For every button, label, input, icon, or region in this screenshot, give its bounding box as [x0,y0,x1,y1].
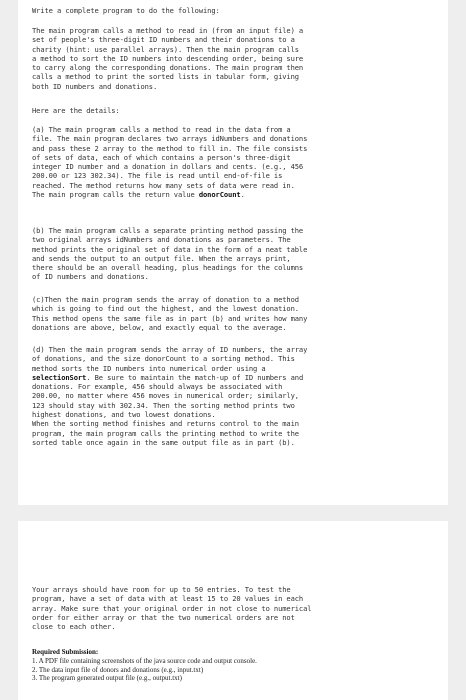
part-d-text-2: . Be sure to maintain the match-up of ID numbers and donations. For example, 456 should always be associated with 200.00, no matter where 456 moves in numerical order; similarly, 123 should stay with 302.34. Then the sorting method prints two highest donations, and two lowest donations. When the sorting method finishes and returns control to the main program, the main program calls the printing method to write the sorted table once again in the same output file as in part (b). [32,372,304,447]
part-d-paragraph [32,345,434,447]
submission-heading: Required Submission: [32,648,99,656]
intro-paragraph: The main program calls a method to read in (from an input file) a set of people's three-digit ID numbers and their donations to a charity (hint: use parallel arrays). Then the main program calls a method to sort the ID numbers into descending order, being sure to carry along the corresponding donations. The main program then calls a method to print the sorted lists in tabular form, giving both ID numbers and donations. [32,26,304,91]
details-heading: Here are the details: [32,106,120,115]
document-page-2 [18,521,448,700]
submission-item-3: 3. The program generated output file (e.g., output.txt) [32,674,182,683]
document-page-1 [18,0,448,505]
part-a-end: . [240,190,245,200]
part-b-paragraph: (b) The main program calls a separate printing method passing the two original arrays idNumbers and donations as parameters. The method prints the original set of data in the form of a neat table and sends the output to an output file. When the arrays print, there should be an overall heading, plus headings for the columns of ID numbers and donations. [32,226,308,282]
part-a-paragraph [32,125,434,199]
part-d-bold-term: selectionSort [32,372,87,382]
submission-item-1: 1. A PDF file containing screenshots of the java source code and output console. [32,656,257,665]
part-a-bold-term: donorCount [198,190,241,200]
part-d-text-1: (d) Then the main program sends the array of ID numbers, the array of donations, and the size donorCount to a sorting method. This method sorts the ID numbers into numerical order using a [32,345,308,373]
part-a-text: (a) The main program calls a method to read in the data from a file. The main program declares two arrays idNumbers and donations and pass these 2 array to the method to fill in. The file consists of sets of data, each of which contains a person's three-digit integer ID number and a donation in dollars and cents. (e.g., 456 200.00 or 123 302.34). The file is read until end-of-file is reached. The method returns how many sets of data were read in. The main program calls the return value [32,125,308,200]
intro-heading: Write a complete program to do the following: [32,6,220,15]
submission-section [32,648,434,683]
part-c-paragraph: (c)Then the main program sends the array of donation to a method which is going to find out the highest, and the lowest donation. This method opens the same file as in part (b) and writes how many donations are above, below, and exactly equal to the average. [32,295,308,332]
submission-item-2: 2. The data input file of donors and donations (e.g., input.txt) [32,665,204,674]
entries-paragraph: Your arrays should have room for up to 50 entries. To test the program, have a set of data with at least 15 to 20 values in each array. Make sure that your original order in not close to numerical order for either array or that the two numerical orders are not close to each other. [32,585,312,632]
